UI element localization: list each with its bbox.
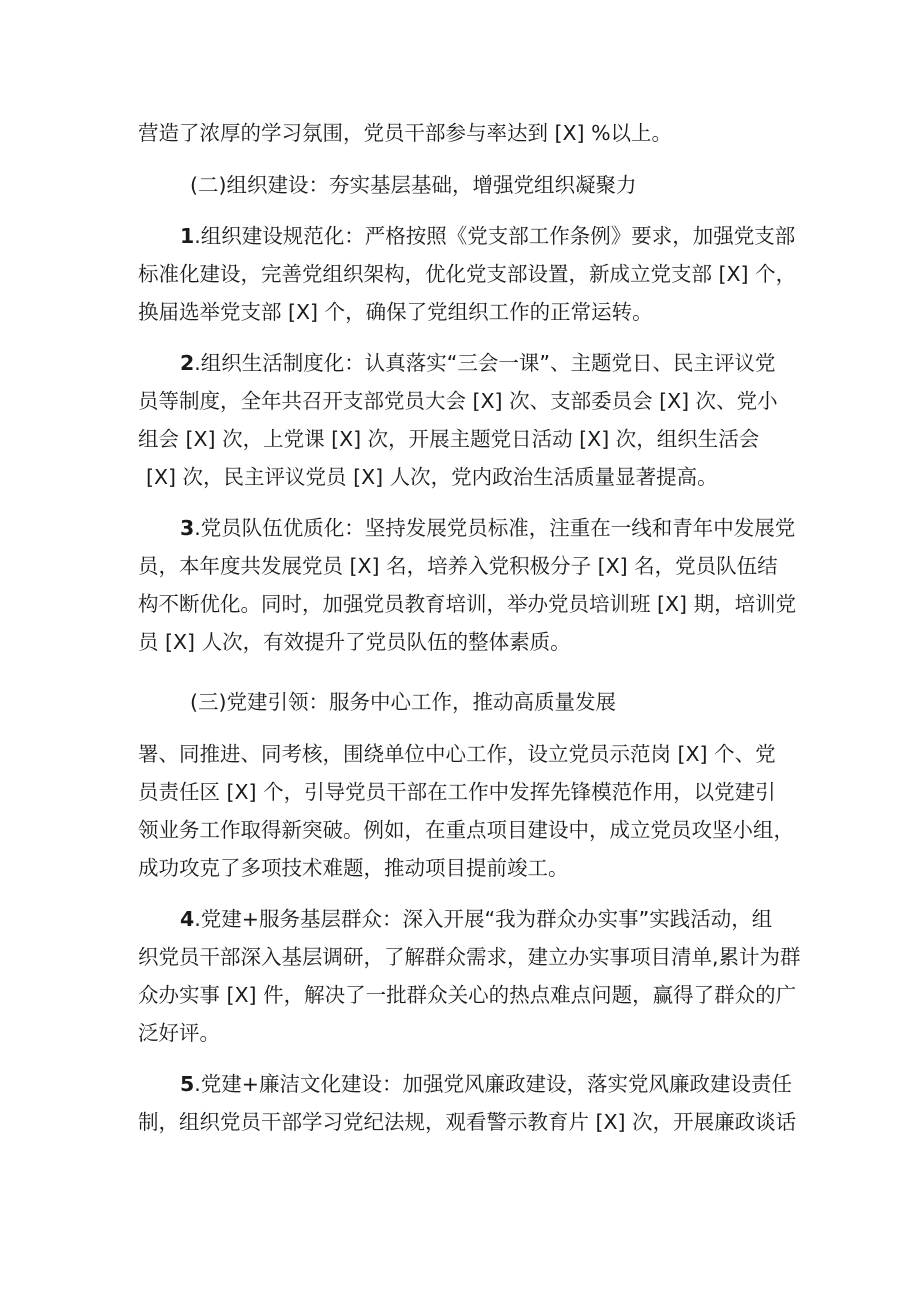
- paragraph-line: 员等制度，全年共召开支部党员大会 [X] 次、支部委员会 [X] 次、党小: [138, 389, 778, 413]
- item-text: .党员队伍优质化：坚持发展党员标准，注重在一线和青年中发展党: [194, 516, 796, 540]
- item-number: 5: [180, 1072, 195, 1096]
- paragraph-line: [X] 次，民主评议党员 [X] 人次，党内政治生活质量显著提高。: [146, 465, 718, 489]
- item-text: .党建+廉洁文化建设：加强党风廉政建设，落实党风廉政建设责任: [194, 1072, 792, 1096]
- paragraph-line: 泛好评。: [138, 1021, 220, 1045]
- item-number: 3: [180, 516, 195, 540]
- item-number: 1: [180, 224, 195, 248]
- paragraph-line: 领业务工作取得新突破。例如，在重点项目建设中，成立党员攻坚小组，: [138, 818, 794, 842]
- section-heading: (二)组织建设：夯实基层基础，增强党组织凝聚力: [190, 173, 637, 197]
- paragraph-line: 成功攻克了多项技术难题，推动项目提前竣工。: [138, 856, 569, 880]
- paragraph-line: 构不断优化。同时，加强党员教育培训，举办党员培训班 [X] 期，培训党: [138, 592, 797, 616]
- paragraph-line: 署、同推进、同考核，围绕单位中心工作，设立党员示范岗 [X] 个、党: [138, 742, 776, 766]
- list-item-line: [180, 513, 795, 543]
- paragraph-line: 组会 [X] 次，上党课 [X] 次，开展主题党日活动 [X] 次，组织生活会: [138, 427, 760, 451]
- paragraph-line: 众办实事 [X] 件，解决了一批群众关心的热点难点问题，赢得了群众的广: [138, 983, 797, 1007]
- paragraph-line: 制，组织党员干部学习党纪法规，观看警示教育片 [X] 次，开展廉政谈话: [138, 1110, 797, 1134]
- paragraph-line: 标准化建设，完善党组织架构，优化党支部设置，新成立党支部 [X] 个，: [138, 262, 797, 286]
- item-text: .组织建设规范化：严格按照《党支部工作条例》要求，加强党支部: [194, 224, 796, 248]
- item-number: 2: [180, 351, 195, 375]
- list-item-line: [180, 1069, 792, 1099]
- list-item-line: [180, 348, 776, 378]
- paragraph-line: 织党员干部深入基层调研，了解群众需求，建立办实事项目清单,累计为群: [138, 945, 801, 969]
- paragraph-line: 换届选举党支部 [X] 个，确保了党组织工作的正常运转。: [138, 300, 653, 324]
- section-heading: (三)党建引领：服务中心工作，推动高质量发展: [190, 690, 616, 714]
- item-text: .组织生活制度化：认真落实“三会一课”、主题党日、民主评议党: [194, 351, 776, 375]
- paragraph-line: 员责任区 [X] 个，引导党员干部在工作中发挥先锋模范作用，以党建引: [138, 780, 776, 804]
- paragraph-line: 员，本年度共发展党员 [X] 名，培养入党积极分子 [X] 名，党员队伍结: [138, 554, 778, 578]
- paragraph-line: 营造了浓厚的学习氛围，党员干部参与率达到 [X] %以上。: [138, 121, 673, 145]
- item-number: 4: [180, 907, 195, 931]
- list-item-line: [180, 904, 772, 934]
- item-text: .党建+服务基层群众：深入开展“我为群众办实事”实践活动，组: [194, 907, 773, 931]
- paragraph-line: 员 [X] 人次，有效提升了党员队伍的整体素质。: [138, 630, 571, 654]
- list-item-line: [180, 221, 795, 251]
